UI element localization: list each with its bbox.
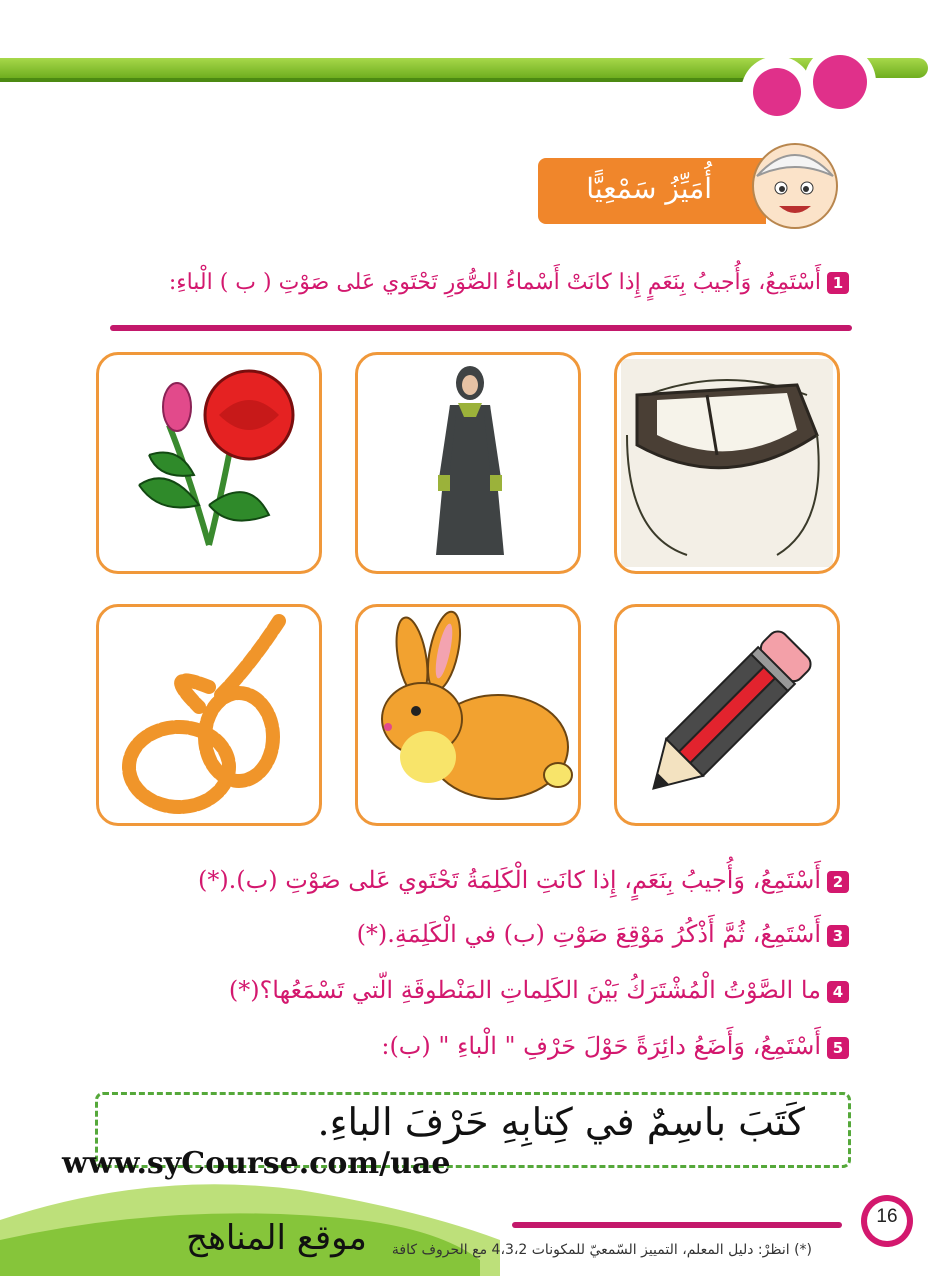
question-number: 4 (827, 981, 849, 1003)
watermark-url: www.syCourse.com/uae (62, 1146, 451, 1181)
question-number: 1 (827, 272, 849, 294)
picture-card-abaya[interactable] (355, 352, 581, 574)
question-number: 5 (827, 1037, 849, 1059)
picture-card-rope[interactable] (96, 604, 322, 826)
question-3 (357, 920, 849, 948)
rabbit-icon (358, 607, 578, 823)
footnote: (*) انظرْ: دليل المعلم، التمييز السّمعيّ للمكونات 4،3،2 مع الحروف كافة (391, 1242, 812, 1258)
question-5 (381, 1032, 849, 1060)
mask-icon (617, 355, 837, 571)
pink-circles-decoration (735, 42, 895, 132)
question-text: أَسْتَمِعُ، ثُمَّ أَذْكُرُ مَوْقِعَ صَوْتِ (ب) في الْكَلِمَةِ.(*) (356, 920, 821, 948)
picture-card-rose[interactable] (96, 352, 322, 574)
watermark-arabic: موقع المناهج (186, 1218, 367, 1258)
boy-mascot-icon (745, 132, 845, 232)
question-text: ما الصَّوْتُ الْمُشْتَرَكُ بَيْنَ الكَلِماتِ المَنْطوقَةِ الّتي تَسْمَعُها؟(*) (228, 976, 821, 1004)
question-4 (229, 976, 849, 1004)
picture-card-rabbit[interactable] (355, 604, 581, 826)
writing-sentence: كَتَبَ باسِمٌ في كِتابِهِ حَرْفَ الباءِ. (317, 1100, 805, 1144)
pencil-icon (617, 607, 837, 823)
question-divider (110, 325, 852, 331)
question-text: أَسْتَمِعُ، وَأَضَعُ دائِرَةً حَوْلَ حَرْفِ " الْباءِ " (ب): (381, 1032, 821, 1060)
question-2 (198, 866, 849, 894)
question-1 (169, 270, 849, 295)
lesson-header-tab (538, 158, 766, 224)
question-text: أَسْتَمِعُ، وَأُجيبُ بِنَعَمٍ، إِذا كانَتِ الْكَلِمَةُ تَحْتَوي عَلى صَوْتِ (ب).(*) (197, 866, 821, 894)
question-number: 2 (827, 871, 849, 893)
question-text: أَسْتَمِعُ، وَأُجيبُ بِنَعَمٍ إِذا كانَتْ أَسْماءُ الصُّوَرِ تَحْتَوي عَلى صَوْتِ ( ب ) الْباءِ: (168, 270, 821, 295)
top-green-line (0, 78, 760, 82)
picture-card-mask[interactable] (614, 352, 840, 574)
question-number: 3 (827, 925, 849, 947)
rope-icon (99, 607, 319, 823)
lesson-title: أُمَيِّزُ سَمْعِيًّا (586, 172, 712, 205)
footer-divider (512, 1222, 842, 1228)
page-number: 16 (876, 1206, 898, 1227)
picture-card-pencil[interactable] (614, 604, 840, 826)
rose-icon (99, 355, 319, 571)
abaya-icon (358, 355, 578, 571)
